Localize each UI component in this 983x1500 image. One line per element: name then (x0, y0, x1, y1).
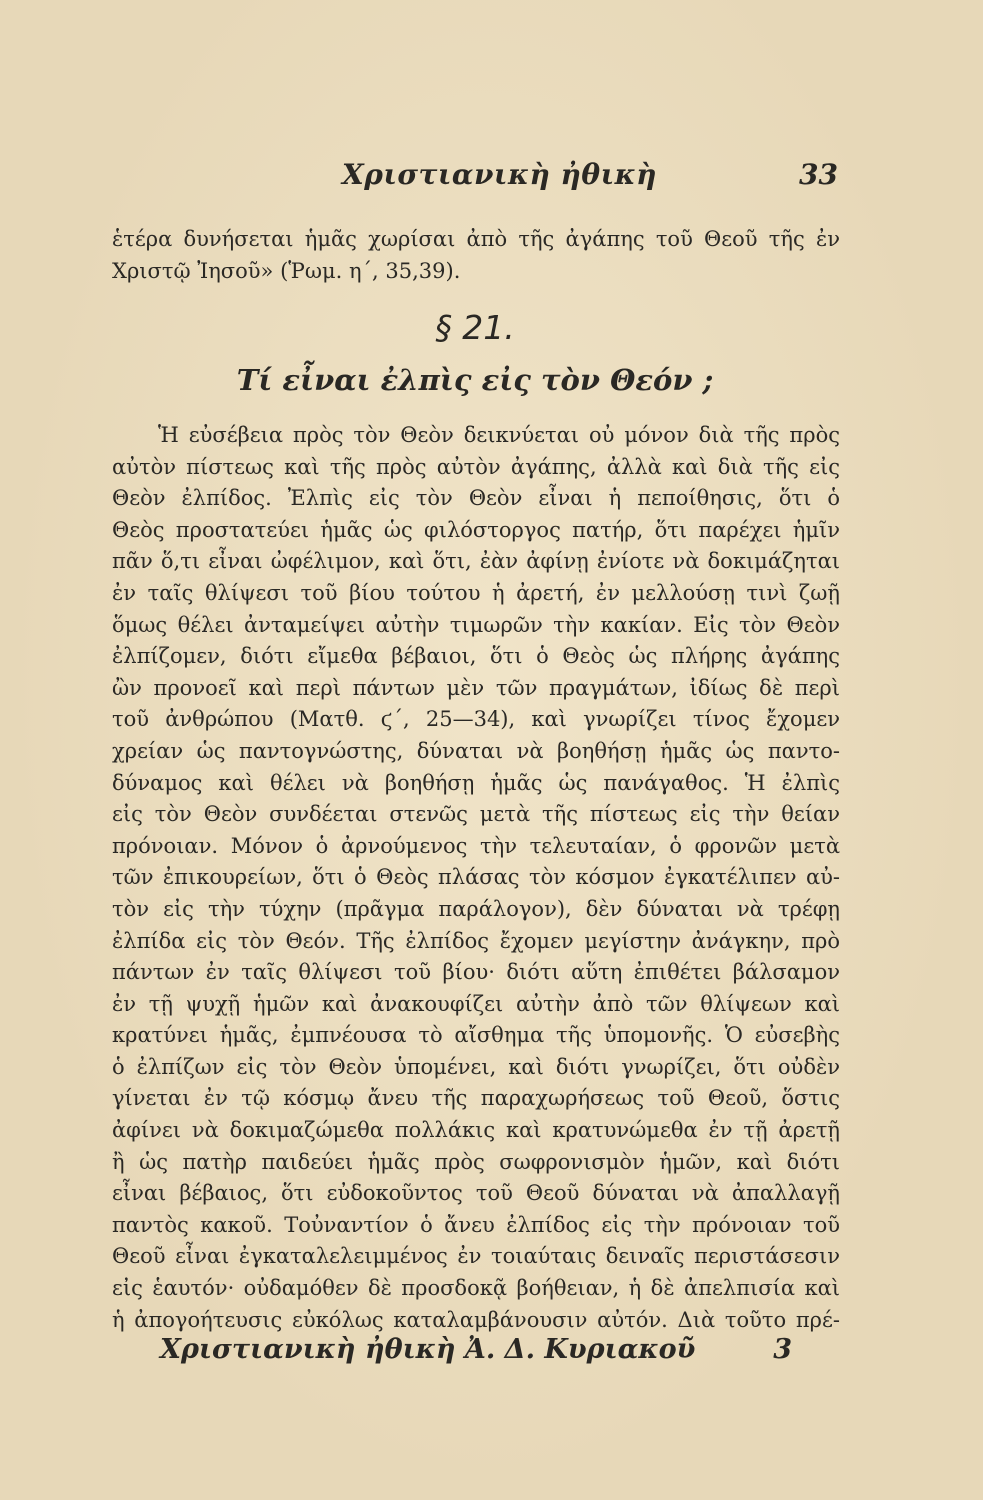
section-number: § 21. (435, 308, 515, 347)
text-line: ἐν τῇ ψυχῇ ἡμῶν καὶ ἀνακουφίζει αὐτὴν ἀπὸ τῶν θλίψεων καὶ (112, 991, 840, 1016)
text-line: Χριστῷ Ἰησοῦ» (Ῥωμ. η´, 35,39). (112, 258, 461, 283)
signature-mark: 3 (773, 1334, 792, 1365)
text-line: Θεοῦ εἶναι ἐγκαταλελειμμένος ἐν τοιαύταις δειναῖς περιστάσεσιν (112, 1244, 840, 1269)
text-line: ἡ ἀπογοήτευσις εὐκόλως καταλαμβάνουσιν αὐτόν. Διὰ τοῦτο πρέ- (112, 1307, 840, 1332)
text-line: τοῦ ἀνθρώπου (Ματθ. ϛ´, 25—34), καὶ γνωρίζει τίνος ἔχομεν (112, 707, 840, 732)
text-line: πάντων ἐν ταῖς θλίψεσι τοῦ βίου· διότι αὕτη ἐπιθέτει βάλσαμον (112, 960, 840, 985)
running-title: Χριστιανικὴ ἠθικὴ (342, 158, 657, 191)
text-line: ἐν ταῖς θλίψεσι τοῦ βίου τούτου ἡ ἀρετή, ἐν μελλούσῃ τινὶ ζωῇ (112, 580, 840, 605)
book-title-author: Χριστιανικὴ ἠθικὴ Ἀ. Δ. Κυριακοῦ (160, 1334, 696, 1365)
text-line: πρόνοιαν. Μόνον ὁ ἀρνούμενος τὴν τελευταίαν, ὁ φρονῶν μετὰ (112, 833, 840, 858)
section-title: Τί εἶναι ἐλπὶς εἰς τὸν Θεόν ; (236, 363, 714, 397)
intro-paragraph (112, 224, 840, 287)
text-line: κρατύνει ἡμᾶς, ἐμπνέουσα τὸ αἴσθημα τῆς ὑπομονῆς. Ὁ εὐσεβὴς (112, 1023, 840, 1048)
text-line: παντὸς κακοῦ. Τοὐναντίον ὁ ἄνευ ἐλπίδος εἰς τὴν πρόνοιαν τοῦ (112, 1212, 840, 1237)
page-header (112, 158, 838, 198)
text-line: ἀφίνει νὰ δοκιμαζώμεθα πολλάκις καὶ κρατυνώμεθα ἐν τῇ ἀρετῇ (112, 1118, 840, 1143)
text-line: ἐλπίδα εἰς τὸν Θεόν. Τῆς ἐλπίδος ἔχομεν μεγίστην ἀνάγκην, πρὸ (112, 928, 840, 953)
text-line: τὸν εἰς τὴν τύχην (πρᾶγμα παράλογον), δὲν δύναται νὰ τρέφῃ (112, 896, 840, 921)
text-line: Θεὸς προστατεύει ἡμᾶς ὡς φιλόστοργος πατήρ, ὅτι παρέχει ἡμῖν (112, 517, 840, 542)
text-line: ὢν προνοεῖ καὶ περὶ πάντων μὲν τῶν πραγμάτων, ἰδίως δὲ περὶ (112, 675, 840, 700)
text-line: γίνεται ἐν τῷ κόσμῳ ἄνευ τῆς παραχωρήσεως τοῦ Θεοῦ, ὅστις (112, 1086, 840, 1111)
text-line: εἰς τὸν Θεὸν συνδέεται στενῶς μετὰ τῆς πίστεως εἰς τὴν θείαν (112, 802, 840, 827)
page-number: 33 (799, 158, 838, 191)
text-line: ἑτέρα δυνήσεται ἡμᾶς χωρίσαι ἀπὸ τῆς ἀγάπης τοῦ Θεοῦ τῆς ἐν (112, 227, 840, 251)
text-line: ἢ ὡς πατὴρ παιδεύει ἡμᾶς πρὸς σωφρονισμὸν ἡμῶν, καὶ διότι (112, 1149, 840, 1174)
text-line: ὅμως θέλει ἀνταμείψει αὐτὴν τιμωρῶν τὴν κακίαν. Εἰς τὸν Θεὸν (112, 612, 840, 637)
text-line: εἰς ἑαυτόν· οὐδαμόθεν δὲ προσδοκᾷ βοήθειαν, ἡ δὲ ἀπελπισία καὶ (112, 1276, 840, 1301)
text-line: τῶν ἐπικουρείων, ὅτι ὁ Θεὸς πλάσας τὸν κόσμον ἐγκατέλιπεν αὐ- (112, 865, 840, 890)
text-line: χρείαν ὡς παντογνώστης, δύναται νὰ βοηθήσῃ ἡμᾶς ὡς παντο- (112, 738, 840, 763)
page-footer (160, 1334, 840, 1374)
text-line: Ἡ εὐσέβεια πρὸς τὸν Θεὸν δεικνύεται οὐ μόνον διὰ τῆς πρὸς (158, 423, 840, 447)
text-line: πᾶν ὅ,τι εἶναι ὠφέλιμον, καὶ ὅτι, ἐὰν ἀφίνῃ ἐνίοτε νὰ δοκιμάζηται (112, 549, 840, 574)
text-line: ὁ ἐλπίζων εἰς τὸν Θεὸν ὑπομένει, καὶ διότι γνωρίζει, ὅτι οὐδὲν (112, 1054, 840, 1079)
text-line: εἶναι βέβαιος, ὅτι εὐδοκοῦντος τοῦ Θεοῦ δύναται νὰ ἀπαλλαγῇ (112, 1181, 840, 1206)
text-line: αὐτὸν πίστεως καὶ τῆς πρὸς αὐτὸν ἀγάπης, ἀλλὰ καὶ διὰ τῆς εἰς (112, 454, 840, 479)
text-line: Θεὸν ἐλπίδος. Ἐλπὶς εἰς τὸν Θεὸν εἶναι ἡ πεποίθησις, ὅτι ὁ (112, 486, 840, 511)
text-line: δύναμος καὶ θέλει νὰ βοηθήσῃ ἡμᾶς ὡς πανάγαθος. Ἡ ἐλπὶς (112, 770, 840, 795)
main-paragraph (112, 420, 840, 1336)
text-line: ἐλπίζομεν, διότι εἴμεθα βέβαιοι, ὅτι ὁ Θεὸς ὡς πλήρης ἀγάπης (112, 644, 840, 669)
